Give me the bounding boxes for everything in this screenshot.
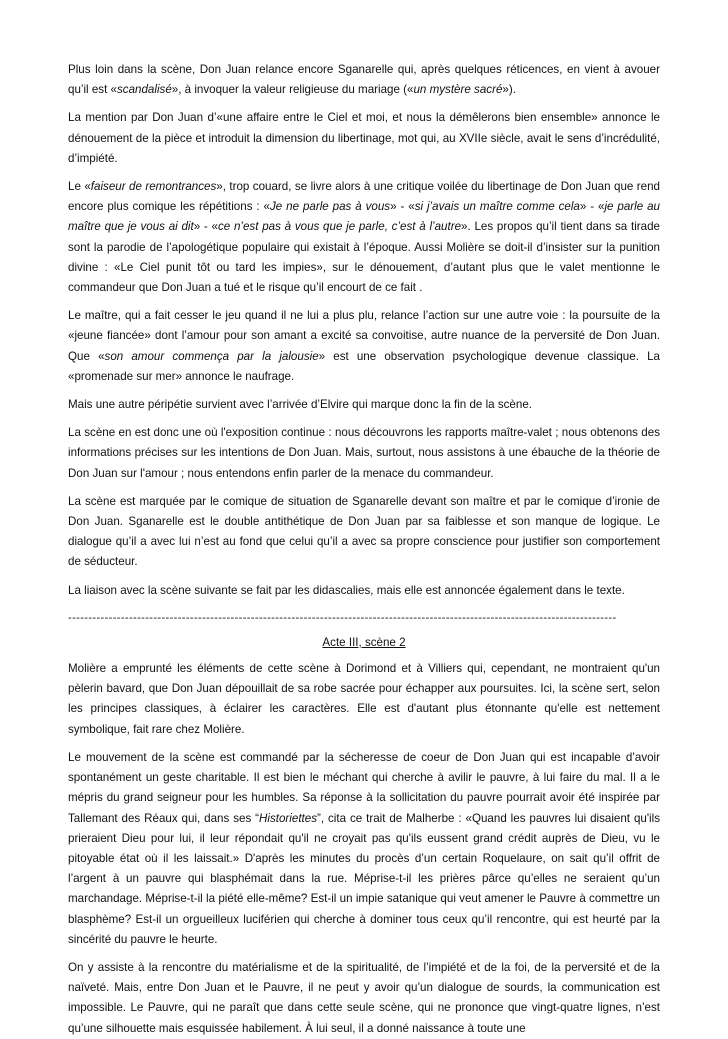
text-run: On y assiste à la rencontre du matérialisme et de la spiritualité, de l’impiété et de la foi, de la perversité et de la naïveté. Mais, entre Don Juan et le Pauvre, il ne peut y avoir qu’un dialogue de sourds, la communication est impossible. Le Pauvre, qui ne paraît que dans cette seule scène, qui ne prononce que vingt-quatre lignes, n’est qu’une silhouette mais esquissée habilement. À lui seul, il a donné naissance à toute une [68, 960, 660, 1035]
italic-quote: un mystère sacré [413, 83, 503, 97]
text-run: » - « [579, 200, 605, 214]
text-run: » est une observation psychologique devenue classique. La «promenade sur mer» annonce le naufrage. [68, 349, 660, 383]
paragraph [68, 423, 660, 484]
italic-quote: scandalisé [116, 83, 172, 97]
paragraph [68, 395, 660, 415]
text-run: Le « [68, 180, 91, 194]
paragraph [68, 108, 660, 169]
commentary-part-1 [68, 60, 660, 601]
italic-quote: si j’avais un maître comme cela [414, 200, 580, 214]
text-run: ”, cita ce trait de Malherbe : «Quand les pauvres lui disaient qu'ils prieraient Dieu pour lui, il leur répondait qu'il ne croyait pas qu'ils eussent grand crédit auprès de Dieu, vu le pitoyable état où il les laissait.» D'après les minutes du procès d’un certain Roquelaure, on sait qu’il offrit de l’argent à un pauvre qui blasphémait dans la rue. Méprise-t-il les prières pârce qu’elles ne seraient qu’un marchandage. Méprise-t-il la piété elle-même? Est-il un impie satanique qui veut amener le Pauvre à commettre un blasphème? Est-il un orgueilleux luciférien qui cherche à dominer tous ceux qu’il rencontre, qui est heurté par la sincérité du pauvre le heurte. [68, 811, 660, 946]
text-run: », à invoquer la valeur religieuse du mariage (« [171, 83, 414, 97]
paragraph [68, 748, 660, 950]
text-run: Le maître, qui a fait cesser le jeu quand il ne lui a plus plu, relance l’action sur une autre voie : la poursuite de la «jeune fiancée» dont l’amour pour son amant a excité sa convoitise, autre nuance de la perversité de Don Juan. Que « [68, 309, 660, 363]
italic-quote: Je ne parle pas à vous [270, 200, 391, 214]
italic-quote: faiseur de remontrances [90, 180, 217, 194]
paragraph [68, 177, 660, 298]
italic-quote: ce n’est pas à vous que je parle, c’est à l’autre [217, 220, 462, 234]
text-run: Le mouvement de la scène est commandé par la sécheresse de coeur de Don Juan qui est incapable d’avoir spontanément un geste charitable. Il est bien le méchant qui cherche à avilir le pauvre, à lui faire du mal. Il a le mépris du grand seigneur pour les humbles. Sa réponse à la sollicitation du pauvre pourrait avoir été inspirée par Tallemant des Réaux qui, dans ses “ [68, 750, 660, 825]
text-run: » - « [193, 220, 218, 234]
italic-quote: Historiettes [259, 811, 318, 825]
paragraph [68, 581, 660, 601]
text-run: Molière a emprunté les éléments de cette scène à Dorimond et à Villiers qui, cependant, ne montraient qu'un pèlerin bavard, que Don Juan dépouillait de sa robe sacrée pour échapper aux poursuites. Ici, la scène sert, selon les principes classiques, à éclairer les caractères. Elle est d'autant plus étonnante qu'elle est nettement symbolique, fait rare chez Molière. [68, 662, 660, 736]
text-run: ». Les propos qu’il tient dans sa tirade sont la parodie de l’apologétique populaire qui existait à l’époque. Aussi Molière se doit-il d’insister sur la punition divine : «Le Ciel punit tôt ou tard les impies», sur le dénouement, d’autant plus que le valet mentionne le commandeur que Don Juan a tué et le risque qu’il encourt de ce fait . [68, 220, 660, 295]
italic-quote: son amour commença par la jalousie [104, 349, 319, 363]
paragraph [68, 306, 660, 387]
text-run: La scène en est donc une où l'exposition continue : nous découvrons les rapports maître-valet ; nous obtenons des informations précises sur les intentions de Don Juan. Mais, surtout, nous assistons à une ébauche de la théorie de Don Juan sur l'amour ; nous entendons enfin parler de la menace du commandeur. [68, 426, 660, 480]
text-run: La liaison avec la scène suivante se fait par les didascalies, mais elle est annoncée également dans le texte. [68, 583, 625, 597]
commentary-part-2 [68, 659, 660, 1039]
text-run: »). [502, 83, 516, 97]
paragraph [68, 60, 660, 100]
italic-quote: je parle au maître que je vous ai dit [68, 200, 660, 234]
text-run: La scène est marquée par le comique de situation de Sganarelle devant son maître et par le comique d’ironie de Don Juan. Sganarelle est le double antithétique de Don Juan par sa faiblesse et son manque de logique. Le dialogue qu’il a avec lui n’est au fond que celui qu’il a avec sa propre conscience pour justifier son comportement de séducteur. [68, 494, 660, 569]
text-run: » - « [390, 200, 415, 214]
section-separator: --------------------------------------------------------------------------------------------------------------------------------------- [68, 611, 617, 624]
text-run: Mais une autre péripétie survient avec l’arrivée d’Elvire qui marque donc la fin de la scène. [68, 398, 532, 412]
section-title: Acte III, scène 2 [322, 635, 406, 649]
paragraph [68, 492, 660, 573]
text-run: », trop couard, se livre alors à une critique voilée du libertinage de Don Juan que rend encore plus comique les répétitions : « [68, 180, 660, 214]
paragraph [68, 659, 660, 740]
text-run: La mention par Don Juan d’«une affaire entre le Ciel et moi, et nous la démêlerons bien ensemble» annonce le dénouement de la pièce et introduit la dimension du libertinage, mot qui, au XVIIe siècle, avait le sens d’incrédulité, d’impiété. [68, 111, 660, 165]
text-run: Plus loin dans la scène, Don Juan relance encore Sganarelle qui, après quelques réticences, en vient à avouer qu’il est « [68, 63, 660, 97]
paragraph [68, 958, 660, 1039]
